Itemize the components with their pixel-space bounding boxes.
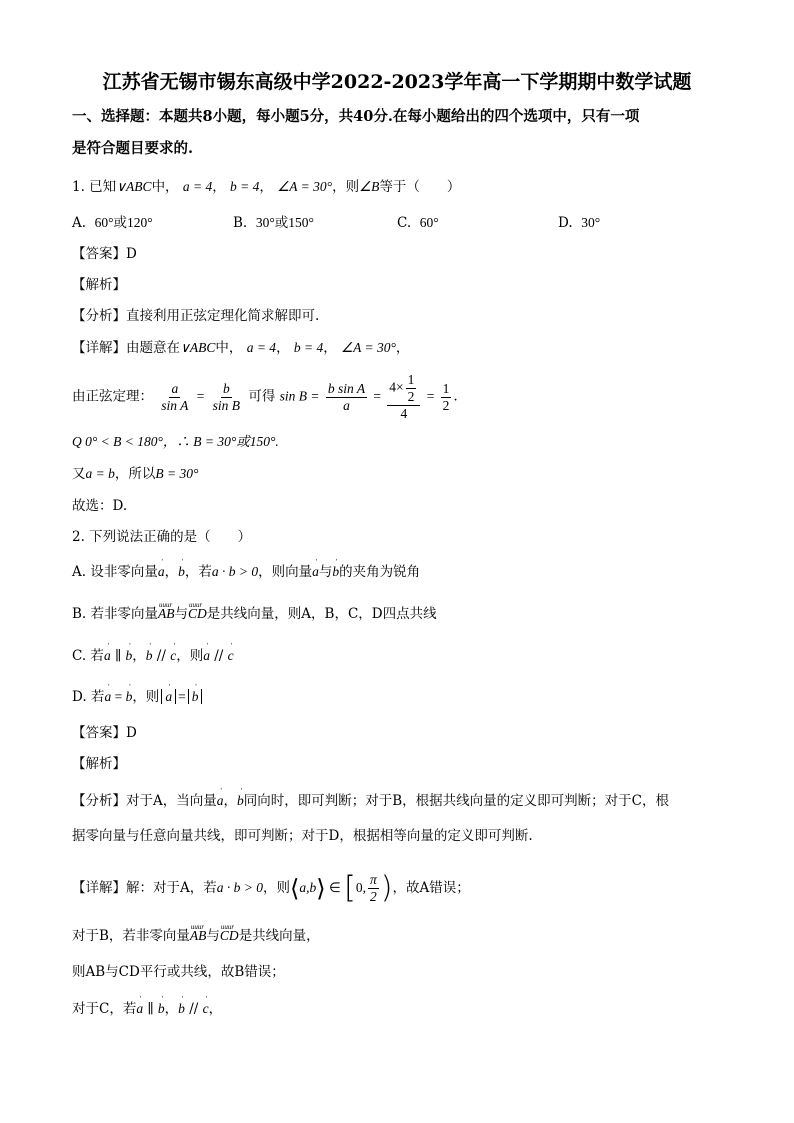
comma: ， [223, 793, 237, 809]
q1-a-eq: a = 4 [182, 179, 213, 194]
q2-fenxi-1: 【分析】对于A，当向量ˈ a，ˈ b同向时，即可判断；对于B，根据共线向量的定义即可判断；对于C，根 [72, 792, 669, 810]
q2-optA-text: A. 设非零向量 [72, 564, 158, 580]
frac-a-sinA: $\frac{a}{\text{sin A}}$ [161, 380, 189, 413]
q1-option-d [558, 214, 600, 232]
detail-label: 【详解】 [72, 340, 126, 356]
q2-line-b2: 则AB与CD平行或共线，故B错误； [72, 964, 285, 980]
q2-optB-end: 是共线向量，则A，B，C，D四点共线 [206, 606, 437, 622]
detail-cond: a · b > 0 [216, 880, 263, 895]
analysis-label: 【解析】 [72, 277, 126, 293]
frac-bsinA-a: $\frac{\text{b sin A}}{a}$ [327, 380, 366, 413]
q2-optA-tail: 的夹角为锐角 [339, 564, 421, 580]
section-heading-line1: 一、选择题：本题共8小题，每小题5分，共40分.在每小题给出的四个选项中，只有一项 [72, 108, 640, 125]
equal-mid: ，所以 [114, 466, 156, 482]
option-letter: D. [558, 215, 573, 231]
q1-choose: 故选：D. [72, 498, 128, 514]
q1-option-b [233, 214, 314, 232]
parallel: // [184, 1001, 203, 1017]
comma: ， [164, 564, 179, 580]
q1-answer [72, 245, 137, 263]
q1-stem-end: 等于（ ） [379, 179, 461, 195]
q1-range-line: Q 0° < B < 180°，∴ B = 30°或150°. [72, 434, 279, 449]
detail-text: 由题意在 [126, 340, 180, 356]
fenxi-label: 【分析】 [72, 793, 126, 809]
answer-label: 【答案】 [72, 725, 126, 741]
q2-line-c1: 对于C，若ˈ a ∥ ˈ b，ˈ b // ˈ c， [72, 1000, 222, 1018]
q1-equal-line [72, 465, 198, 483]
fenxi-1b: 同向时，即可判断；对于B，根据共线向量的定义即可判断；对于C，根 [243, 793, 669, 809]
detail-angle-a: ∠A = 30° [341, 340, 396, 355]
line-c1-text: 对于C，若 [72, 1001, 137, 1017]
q1-stem: 1. 已知∨ABC中， a = 4， b = 4， ∠A = 30°，则∠B等于（ ） [72, 179, 461, 195]
q2-optB-text: B. 若非零向量 [72, 606, 159, 622]
law-label: 由正弦定理： [72, 388, 153, 405]
detail-triangle: ∨ABC [180, 340, 216, 355]
fenxi-1: 对于A，当向量 [126, 793, 217, 809]
q2-option-b: B. 若非零向量uuur AB与uuur CD是共线向量，则A，B，C，D四点共线 [72, 605, 437, 623]
option-text: 60° [419, 215, 439, 230]
detail-1: 解：对于A，若 [126, 880, 217, 896]
detail-b-eq: b = 4 [293, 340, 324, 355]
option-letter: B. [233, 215, 248, 231]
parallel: ∥ [143, 1001, 158, 1017]
detail-1c: ，故A错误； [392, 880, 470, 896]
q2-optA-end: ，则向量 [258, 564, 313, 580]
option-letter: A. [72, 215, 87, 231]
q2-fenxi-2: 据零向量与任意向量共线，即可判断；对于D，根据相等向量的定义即可判断. [72, 828, 533, 844]
line-b1-end: 是共线向量， [238, 928, 320, 944]
parallel: // [152, 648, 171, 664]
and-word: 与 [174, 606, 189, 622]
q2-analysis-label [72, 755, 126, 773]
section-heading-line2: 是符合题目要求的. [72, 140, 194, 157]
option-text: 30° [581, 215, 601, 230]
frac-half: $\frac{1}{2}$ [442, 380, 450, 413]
q1-sine-law: 由正弦定理： $\frac{a}{\text{sin A}}$ = $\frac{b}{\text{sin B}}$ 可得 sin B = $\frac{\text{b sin A}}{a}$ = 4× $\frac{1}{2}$ 4 = $\frac{1}{2}$ . [72, 372, 458, 421]
detail-1b: ，则 [263, 880, 290, 896]
q2-option-a: A. 设非零向量ˈ a，ˈ b，若a · b > 0，则向量ˈ a与ˈ b的夹角为锐角 [72, 563, 420, 581]
and-word: 与 [318, 564, 333, 580]
q1-prefix: 1. 已知 [72, 179, 117, 195]
fenxi-label: 【分析】 [72, 308, 126, 324]
q2-answer [72, 724, 137, 742]
answer-value: D [126, 246, 137, 262]
q1-mid: 中， [151, 179, 179, 195]
q2-option-c: C. 若ˈ a ∥ ˈ b，ˈ b // ˈ c，则ˈ a // ˈ c [72, 647, 234, 665]
q1-then: ，则 [332, 179, 360, 195]
page-title: 江苏省无锡市锡东高级中学2022-2023学年高一下学期期中数学试题 [102, 71, 692, 93]
q1-angle-a: ∠A = 30° [277, 179, 333, 194]
equal-cond: a = b [85, 466, 115, 481]
q2-optC-text: C. 若 [72, 648, 104, 664]
frac-4half-4: 4× $\frac{1}{2}$ 4 [387, 372, 420, 422]
and-word: 与 [206, 928, 220, 944]
q1-option-a [72, 214, 153, 232]
comma: ， [164, 1001, 179, 1017]
option-text: 60°或120° [94, 215, 153, 230]
option-letter: C. [397, 215, 412, 231]
q2-optD-text: D. 若 [72, 689, 105, 705]
detail-label: 【详解】 [72, 880, 126, 896]
q2-detail-1: 【详解】解：对于A，若a · b > 0，则⟨a,b⟩ ∈ [0, $\frac{\pi}{2}$ )，故A错误； [72, 870, 470, 906]
detail-mid: 中， [215, 340, 243, 356]
detail-a-eq: a = 4 [246, 340, 277, 355]
law-mid: 可得 [248, 388, 276, 405]
comma: ， [208, 1001, 223, 1017]
parallel: // [209, 648, 228, 664]
q1-triangle: ∨ABC [116, 179, 152, 194]
answer-label: 【答案】 [72, 246, 126, 262]
q2-optA-cond: a · b > 0 [211, 564, 259, 579]
frac-b-sinB: $\frac{b}{\text{sin B}}$ [212, 380, 241, 413]
equal-result: B = 30° [155, 466, 199, 481]
q2-stem: 2. 下列说法正确的是（ ） [72, 529, 252, 545]
q1-b-eq: b = 4 [230, 179, 260, 194]
q2-optC-end: ，则 [176, 648, 204, 664]
answer-value: D [126, 725, 137, 741]
q1-angle-b: ∠B [359, 179, 380, 194]
q2-optD-end: ，则 [132, 689, 160, 705]
option-text: 30°或150° [255, 215, 314, 230]
fenxi-text: 直接利用正弦定理化简求解即可. [126, 308, 320, 324]
equal-prefix: 又 [72, 466, 86, 482]
q1-option-c [397, 214, 439, 232]
comma: ， [132, 648, 146, 664]
q2-line-b1: 对于B，若非零向量uuur AB与uuur CD是共线向量， [72, 927, 320, 945]
parallel: ∥ [110, 648, 126, 664]
q1-fenxi [72, 307, 319, 325]
line-b1-text: 对于B，若非零向量 [72, 928, 190, 944]
q1-detail: 【详解】由题意在∨ABC中， a = 4， b = 4， ∠A = 30°， [72, 340, 410, 356]
analysis-label: 【解析】 [72, 756, 126, 772]
q2-option-d: D. 若ˈ a = ˈ b，则ˈ a =ˈ b [72, 688, 204, 706]
q1-analysis-label [72, 276, 126, 294]
